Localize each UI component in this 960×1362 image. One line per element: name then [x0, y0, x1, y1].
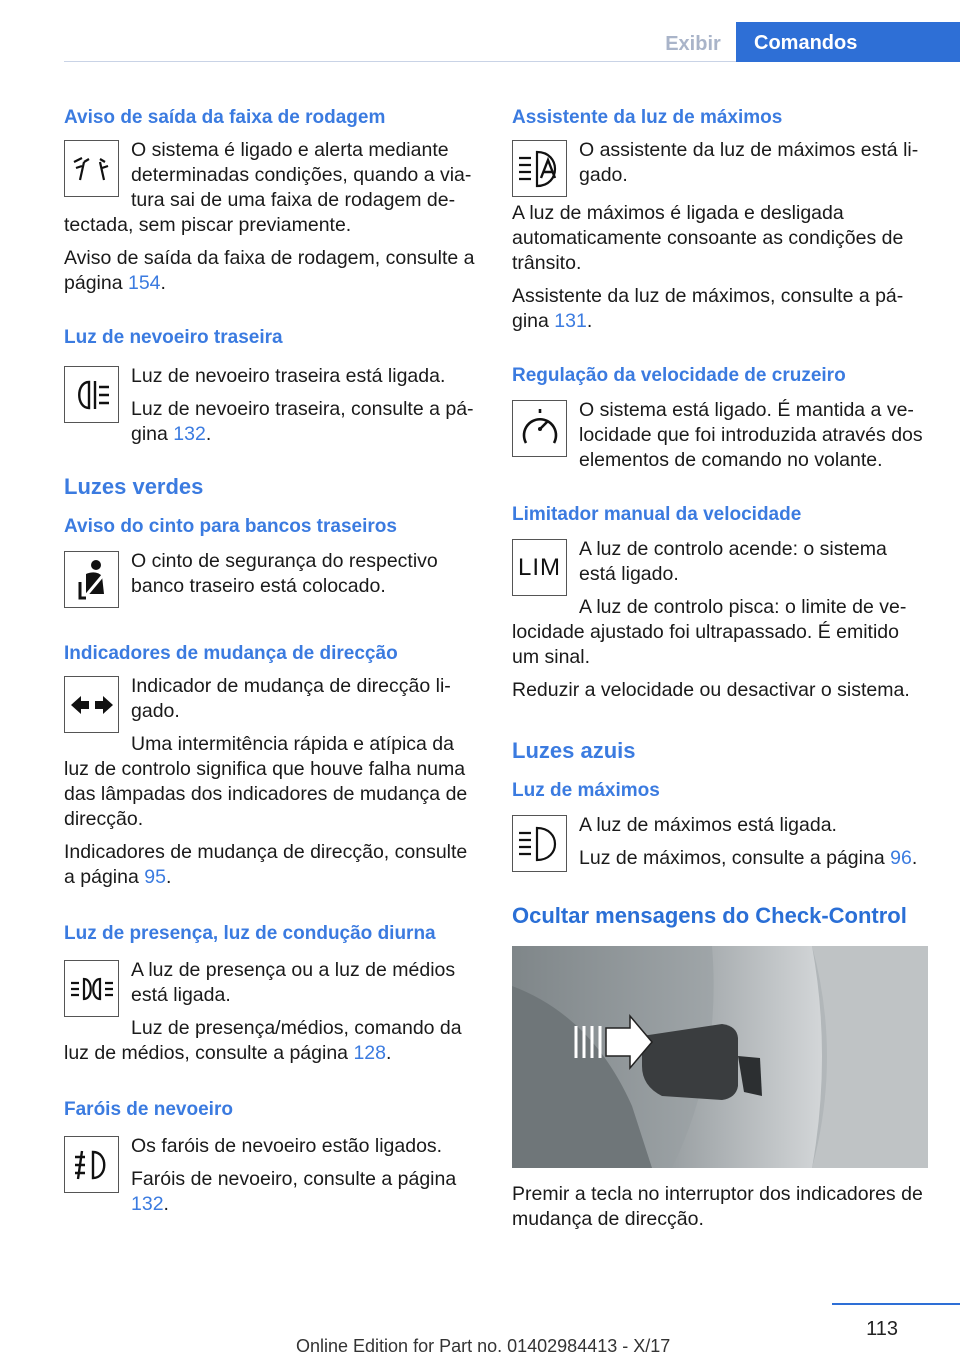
page-number: 113 — [866, 1318, 898, 1340]
front-fog-text: Os faróis de nevoeiro estão ligados. — [131, 1135, 443, 1157]
rear-belt-text: O cinto de segurança do respectivo banco traseiro está colocado. — [131, 550, 438, 597]
high-beam-entry — [512, 813, 928, 876]
lane-departure-ref: Aviso de saída da faixa de rodagem, consulte a página 154. — [64, 247, 475, 294]
lane-departure-text: O sistema é ligado e alerta mediante determinadas condições, quando a viatura sai de uma faixa de rodagem detectada, sem piscar previamente. — [64, 139, 472, 236]
speed-limiter-icon — [512, 539, 567, 596]
lane-departure-icon — [64, 140, 119, 197]
position-light-title: Luz de presença, luz de condução diurna — [64, 923, 436, 944]
check-control-heading: Ocultar mensagens do Check-Control — [512, 903, 907, 928]
rear-fog-light-icon — [64, 366, 119, 423]
speed-limiter-title: Limitador manual da velocidade — [512, 504, 802, 525]
high-beam-assist-title: Assistente da luz de máximos — [512, 107, 783, 128]
high-beam-assist-entry — [512, 138, 928, 334]
tab-exibir[interactable]: Exibir — [665, 33, 721, 55]
speed-limiter-blink-text: A luz de controlo pisca: o limite de velocidade ajustado foi ultrapassado. É emitido um sinal. — [512, 596, 907, 668]
turn-signal-text: Indicador de mudança de direcção ligado. — [131, 675, 451, 722]
right-column — [512, 100, 928, 1232]
page-link-154[interactable]: 154 — [127, 272, 161, 294]
seatbelt-icon — [64, 551, 119, 608]
position-light-ref-text: Luz de presença/médios, comando da luz de médios, consulte a página — [64, 1017, 462, 1064]
page-link-131[interactable]: 131 — [554, 310, 587, 332]
turn-signal-failure-text: Uma intermitência rápida e atípica da luz de controlo significa que houve falha numa das lâmpadas dos indicadores de mudança de direcção. — [64, 733, 468, 830]
rear-belt-entry — [64, 549, 480, 612]
front-fog-title: Faróis de nevoeiro — [64, 1099, 233, 1120]
high-beam-text: A luz de máximos está ligada. — [579, 814, 837, 836]
high-beam-assist-text: O assistente da luz de máximos está ligado. — [579, 139, 919, 186]
high-beam-assist-ref: Assistente da luz de máximos, consulte a página 131. — [512, 285, 904, 332]
check-control-caption: Premir a tecla no interruptor dos indicadores de mudança de direcção. — [512, 1183, 923, 1230]
green-lights-heading: Luzes verdes — [64, 474, 204, 499]
cruise-control-title: Regulação da velocidade de cruzeiro — [512, 365, 846, 386]
left-column — [64, 100, 480, 1217]
high-beam-assist-ref-text: Assistente da luz de máximos, consulte a página — [512, 285, 904, 332]
rear-fog-text: Luz de nevoeiro traseira está ligada. — [131, 365, 446, 387]
rear-fog-title: Luz de nevoeiro traseira — [64, 327, 283, 348]
front-fog-ref-text: Faróis de nevoeiro, consulte a página — [131, 1168, 457, 1190]
page-link-132[interactable]: 132 — [173, 423, 206, 445]
lane-departure-entry — [64, 138, 480, 296]
high-beam-ref-text: Luz de máximos, consulte a página — [579, 847, 891, 869]
edition-footer: Online Edition for Part no. 01402984413 - X/17 — [296, 1336, 671, 1356]
blue-lights-heading: Luzes azuis — [512, 738, 636, 763]
tab-comandos[interactable]: Comandos — [736, 22, 960, 62]
rear-belt-title: Aviso do cinto para bancos traseiros — [64, 516, 397, 537]
high-beam-assist-icon — [512, 140, 567, 197]
turn-signal-stalk-photo — [512, 946, 928, 1168]
rear-fog-ref-text: Luz de nevoeiro traseira, consulte a página — [131, 398, 474, 445]
turn-signal-icon — [64, 676, 119, 733]
cruise-control-icon — [512, 400, 567, 457]
turn-signal-entry — [64, 674, 480, 890]
lane-departure-ref-text: Aviso de saída da faixa de rodagem, consulte a página — [64, 247, 475, 294]
high-beam-title: Luz de máximos — [512, 780, 660, 801]
turn-signal-title: Indicadores de mudança de direcção — [64, 643, 398, 664]
page-link-128[interactable]: 128 — [353, 1042, 386, 1064]
high-beam-assist-detail: A luz de máximos é ligada e desligada automaticamente consoante as condições de trânsito. — [512, 202, 904, 274]
high-beam-icon — [512, 815, 567, 872]
speed-limiter-on-text: A luz de controlo acende: o sistema está ligado. — [579, 538, 887, 585]
speed-limiter-entry — [512, 537, 928, 703]
page-link-95[interactable]: 95 — [144, 866, 166, 888]
high-beam-ref: Luz de máximos, consulte a página 96. — [579, 847, 918, 869]
rear-fog-entry — [64, 364, 480, 447]
speed-limiter-action-text: Reduzir a velocidade ou desactivar o sistema. — [512, 679, 910, 701]
page-link-96[interactable]: 96 — [890, 847, 912, 869]
rear-fog-ref: Luz de nevoeiro traseira, consulte a página 132. — [131, 398, 474, 445]
position-light-text: A luz de presença ou a luz de médios está ligada. — [131, 959, 456, 1006]
turn-signal-ref-text: Indicadores de mudança de direcção, consulte a página — [64, 841, 468, 888]
turn-signal-ref: Indicadores de mudança de direcção, consulte a página 95. — [64, 841, 468, 888]
lim-icon-label: LIM — [517, 553, 561, 581]
lane-departure-title: Aviso de saída da faixa de rodagem — [64, 107, 386, 128]
front-fog-ref: Faróis de nevoeiro, consulte a página 132. — [131, 1168, 457, 1215]
front-fog-light-icon — [64, 1136, 119, 1193]
page-link-132b[interactable]: 132 — [131, 1193, 164, 1215]
front-fog-entry — [64, 1134, 480, 1217]
cruise-control-entry — [512, 398, 928, 473]
cruise-control-text: O sistema está ligado. É mantida a velocidade que foi introduzida através dos elementos de comando no volante. — [579, 399, 923, 471]
position-light-entry — [64, 958, 480, 1066]
position-light-icon — [64, 960, 119, 1017]
position-light-ref: Luz de presença/médios, comando da luz de médios, consulte a página 128. — [64, 1017, 462, 1064]
footer-rule — [832, 1303, 960, 1305]
